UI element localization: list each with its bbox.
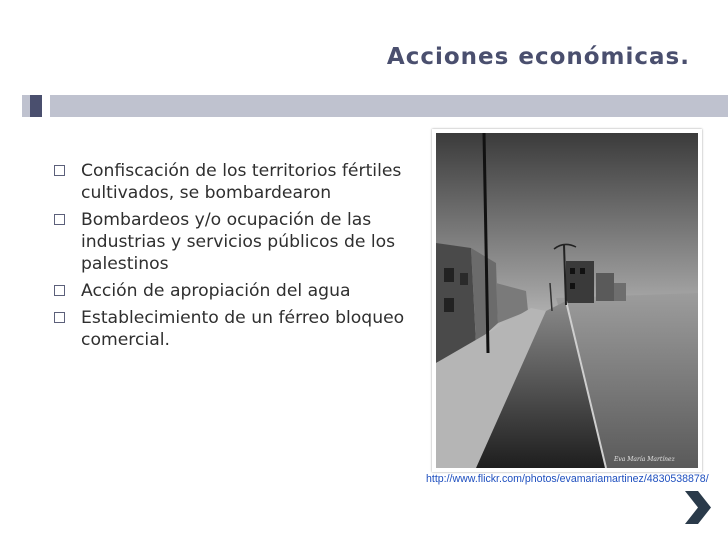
street-photo	[432, 129, 702, 472]
bullet-item	[52, 280, 442, 302]
title-divider-band	[0, 95, 728, 117]
bullet-text: Acción de apropiación del agua	[81, 281, 351, 301]
hollow-square-bullet-icon	[54, 312, 65, 323]
next-slide-button[interactable]	[675, 485, 720, 530]
bullet-item	[52, 209, 442, 275]
bullet-text: Confiscación de los territorios fértiles cultivados, se bombardearon	[81, 161, 402, 203]
bullet-item	[52, 160, 442, 204]
hollow-square-bullet-icon	[54, 214, 65, 225]
bullet-list	[52, 160, 442, 356]
svg-text:Eva María Martínez: Eva María Martínez	[614, 456, 675, 463]
chevron-right-icon	[675, 485, 720, 530]
bullet-item	[52, 307, 442, 351]
bullet-text: Establecimiento de un férreo bloqueo comercial.	[81, 308, 405, 350]
slide-title: Acciones económicas.	[386, 44, 690, 70]
street-photo-image	[436, 133, 698, 468]
photo-credit-link[interactable]: http://www.flickr.com/photos/evamariamartinez/4830538878/	[426, 473, 709, 485]
bullet-text: Bombardeos y/o ocupación de las industrias y servicios públicos de los palestinos	[81, 210, 396, 274]
hollow-square-bullet-icon	[54, 165, 65, 176]
hollow-square-bullet-icon	[54, 285, 65, 296]
